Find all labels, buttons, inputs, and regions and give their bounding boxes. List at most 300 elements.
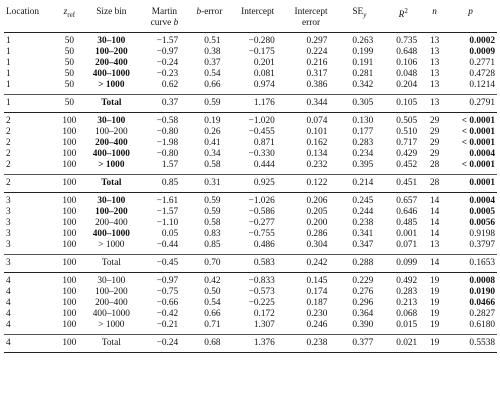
table-cell: 19: [429, 298, 440, 309]
table-cell: 0.015: [396, 320, 418, 331]
table-cell: 0.021: [381, 335, 425, 353]
table-row: [4, 273, 497, 288]
table-cell: −1.020: [231, 113, 285, 128]
table-cell: 28: [425, 175, 444, 193]
table-cell: 1.307: [253, 320, 275, 331]
table-cell: 0.283: [396, 287, 418, 298]
table-cell: 1.376: [231, 335, 285, 353]
table-cell: < 0.0001: [461, 138, 495, 149]
table-cell: Total: [82, 255, 141, 273]
table-cell: 0.58: [204, 218, 221, 229]
table-row: [4, 229, 497, 240]
table-cell: 1: [4, 95, 57, 113]
table-cell: −0.175: [248, 47, 275, 58]
col-intercept: Intercept: [231, 4, 285, 33]
table-cell: 0.6180: [469, 320, 495, 331]
table-cell: 13: [429, 36, 440, 47]
table-row: [4, 335, 497, 353]
table-cell: 0.1214: [469, 80, 495, 91]
table-cell: 0.341: [352, 229, 374, 240]
table-cell: 0.122: [285, 175, 338, 193]
table-cell: 100: [62, 287, 77, 298]
table-cell: 0.204: [396, 80, 418, 91]
table-cell: 100: [62, 229, 77, 240]
table-cell: 19: [425, 335, 444, 353]
table-cell: 0.657: [381, 193, 425, 208]
table-cell: 0.0002: [469, 36, 495, 47]
col-se-y: $SE_y$: [337, 4, 381, 33]
table-row: [4, 240, 497, 255]
table-cell: 3: [6, 218, 11, 229]
table-cell: 0.492: [381, 273, 425, 288]
table-cell: 0.134: [306, 149, 328, 160]
table-cell: 0.452: [396, 160, 418, 171]
table-cell: 100: [62, 320, 77, 331]
table-cell: 0.646: [396, 207, 418, 218]
table-cell: 0.232: [306, 160, 328, 171]
table-cell: −1.61: [141, 193, 189, 208]
table-cell: 0.234: [352, 149, 374, 160]
table-cell: 19: [429, 320, 440, 331]
table-cell: 0.451: [381, 175, 425, 193]
table-cell: 0.347: [352, 240, 374, 251]
table-cell: 4: [6, 298, 11, 309]
table-row: [4, 175, 497, 193]
table-cell: 0.288: [337, 255, 381, 273]
table-cell: 0.0466: [469, 298, 495, 309]
table-cell: −0.44: [156, 240, 179, 251]
table-cell: 0.199: [352, 47, 374, 58]
table-cell: −0.23: [156, 69, 179, 80]
table-cell: 0.191: [352, 58, 374, 69]
table-cell: 0.229: [337, 273, 381, 288]
table-cell: 0.377: [337, 335, 381, 353]
table-row: [4, 287, 497, 298]
table-row: [4, 255, 497, 273]
table-cell: 0.34: [204, 149, 221, 160]
table-cell: 1: [6, 80, 11, 91]
table-cell: 0.001: [396, 229, 418, 240]
table-cell: 13: [425, 95, 444, 113]
table-cell: 100: [57, 113, 83, 128]
table-cell: 0.59: [188, 95, 230, 113]
table-cell: 400–1000: [92, 149, 130, 160]
table-cell: 0.3797: [469, 240, 495, 251]
table-cell: 0.245: [337, 193, 381, 208]
table-cell: 0.297: [306, 36, 328, 47]
table-cell: 0.099: [381, 255, 425, 273]
table-cell: 0.66: [204, 80, 221, 91]
col-intercept-error: Intercept error: [285, 4, 338, 33]
table-cell: 3: [4, 193, 57, 208]
table-row: [4, 207, 497, 218]
table-row: [4, 138, 497, 149]
table-cell: −0.45: [141, 255, 189, 273]
table-cell: 0.59: [188, 193, 230, 208]
table-cell: 0.62: [161, 80, 179, 91]
table-cell: 0.081: [253, 69, 275, 80]
table-cell: −0.97: [156, 47, 179, 58]
table-cell: 100–200: [95, 127, 128, 138]
table-cell: 0.201: [253, 58, 275, 69]
table-cell: 2: [6, 160, 11, 171]
table-cell: 0.172: [253, 309, 275, 320]
table-cell: 0.717: [396, 138, 418, 149]
table-row: [4, 113, 497, 128]
table-cell: 0.59: [204, 207, 221, 218]
table-cell: 1: [6, 58, 11, 69]
table-row: [4, 298, 497, 309]
table-cell: 0.26: [204, 127, 221, 138]
table-cell: 0.70: [188, 255, 230, 273]
table-cell: Total: [82, 95, 141, 113]
table-cell: 0.0008: [444, 273, 497, 288]
table-cell: 0.71: [204, 320, 221, 331]
table-cell: 0.205: [306, 207, 328, 218]
table-cell: 4: [4, 335, 57, 353]
table-cell: −1.57: [156, 36, 179, 47]
table-cell: 0.0009: [469, 47, 495, 58]
table-cell: 1: [6, 36, 11, 47]
table-row: [4, 320, 497, 335]
table-cell: 14: [429, 229, 440, 240]
table-cell: 100: [62, 218, 77, 229]
table-cell: 13: [429, 69, 440, 80]
table-cell: 0.871: [253, 138, 275, 149]
table-cell: 0.583: [231, 255, 285, 273]
table-cell: 50: [64, 80, 74, 91]
table-cell: 0.244: [352, 207, 374, 218]
table-cell: 0.305: [337, 95, 381, 113]
table-cell: 0.0005: [469, 207, 495, 218]
table-cell: 0.200: [306, 218, 328, 229]
table-cell: 0.37: [141, 95, 189, 113]
table-cell: −0.75: [156, 287, 179, 298]
table-cell: −0.755: [248, 229, 275, 240]
col-size-bin: Size bin: [82, 4, 141, 33]
table-cell: 100: [57, 255, 83, 273]
table-cell: 0.648: [396, 47, 418, 58]
table-cell: < 0.0001: [461, 127, 495, 138]
table-cell: > 1000: [98, 160, 125, 171]
table-cell: 0.0004: [444, 193, 497, 208]
table-cell: 3: [6, 207, 11, 218]
table-cell: 0.281: [352, 69, 374, 80]
table-cell: 14: [425, 255, 444, 273]
table-cell: 200–400: [95, 138, 128, 149]
table-row: [4, 33, 497, 48]
table-cell: 200–400: [95, 218, 128, 229]
table-cell: 1.176: [231, 95, 285, 113]
table-cell: 0.304: [306, 240, 328, 251]
table-cell: 13: [429, 58, 440, 69]
table-cell: 0.317: [306, 69, 328, 80]
table-cell: 0.0190: [469, 287, 495, 298]
table-cell: 0.58: [204, 160, 221, 171]
table-cell: −0.586: [248, 207, 275, 218]
table-row: [4, 58, 497, 69]
table-cell: 0.224: [306, 47, 328, 58]
table-cell: 0.510: [396, 127, 418, 138]
col-location: Location: [4, 4, 57, 33]
table-cell: 0.42: [188, 273, 230, 288]
table-cell: 0.162: [306, 138, 328, 149]
table-cell: 0.4728: [469, 69, 495, 80]
table-cell: −0.330: [248, 149, 275, 160]
table-cell: 4: [4, 273, 57, 288]
table-cell: −0.97: [141, 273, 189, 288]
table-cell: 0.0001: [444, 175, 497, 193]
table-cell: 0.296: [352, 298, 374, 309]
table-cell: 50: [64, 69, 74, 80]
table-cell: 0.276: [352, 287, 374, 298]
table-cell: 0.66: [204, 309, 221, 320]
table-cell: 1: [6, 47, 11, 58]
table-cell: 0.074: [285, 113, 338, 128]
table-cell: 3: [6, 229, 11, 240]
table-cell: 0.925: [231, 175, 285, 193]
table-cell: 0.2771: [469, 58, 495, 69]
table-cell: 100: [62, 298, 77, 309]
table-row: [4, 193, 497, 208]
table-cell: 28: [429, 160, 440, 171]
table-cell: 200–400: [95, 58, 128, 69]
table-cell: 19: [429, 309, 440, 320]
table-cell: 400–1000: [92, 309, 130, 320]
table-cell: < 0.0001: [444, 113, 497, 128]
table-cell: 0.50: [204, 287, 221, 298]
table-row: [4, 69, 497, 80]
table-cell: 0.429: [396, 149, 418, 160]
table-body: [4, 33, 497, 353]
table-cell: 4: [6, 287, 11, 298]
table-cell: 0.51: [204, 36, 221, 47]
table-cell: 29: [425, 113, 444, 128]
table-cell: 0.505: [381, 113, 425, 128]
table-cell: −0.24: [156, 58, 179, 69]
table-cell: 0.101: [306, 127, 328, 138]
table-cell: 0.213: [396, 298, 418, 309]
table-cell: 0.364: [352, 309, 374, 320]
table-cell: 0.342: [352, 80, 374, 91]
table-cell: −0.573: [248, 287, 275, 298]
table-cell: 0.0004: [469, 149, 495, 160]
table-cell: 0.486: [253, 240, 275, 251]
table-cell: 0.283: [352, 138, 374, 149]
table-cell: 0.85: [204, 240, 221, 251]
table-cell: 100: [57, 273, 83, 288]
table-cell: 0.31: [188, 175, 230, 193]
table-cell: 100: [62, 309, 77, 320]
table-cell: 30–100: [97, 36, 126, 47]
table-cell: 400–1000: [92, 229, 130, 240]
table-cell: 0.206: [285, 193, 338, 208]
table-cell: 0.444: [253, 160, 275, 171]
table-cell: 0.0056: [469, 218, 495, 229]
table-cell: 50: [64, 36, 74, 47]
table-cell: 13: [429, 47, 440, 58]
table-cell: 0.85: [141, 175, 189, 193]
table-cell: 0.395: [352, 160, 374, 171]
table-cell: 29: [429, 138, 440, 149]
table-cell: 0.187: [306, 298, 328, 309]
table-cell: 30–100: [82, 113, 141, 128]
table-cell: −1.026: [231, 193, 285, 208]
table-cell: −0.280: [248, 36, 275, 47]
table-cell: 30–100: [82, 193, 141, 208]
table-cell: 100–200: [95, 207, 128, 218]
table-cell: 4: [6, 320, 11, 331]
table-cell: 0.263: [352, 36, 374, 47]
table-cell: 1: [6, 69, 11, 80]
table-row: [4, 127, 497, 138]
table-cell: 0.216: [306, 58, 328, 69]
table-cell: −0.21: [156, 320, 179, 331]
table-cell: < 0.0001: [461, 160, 495, 171]
table-cell: 0.5538: [444, 335, 497, 353]
table-cell: 4: [6, 309, 11, 320]
table-cell: 400–1000: [92, 69, 130, 80]
table-cell: 0.238: [352, 218, 374, 229]
table-cell: 3: [6, 240, 11, 251]
table-cell: 0.19: [188, 113, 230, 128]
table-row: [4, 309, 497, 320]
table-cell: 2: [6, 127, 11, 138]
table-cell: 0.68: [188, 335, 230, 353]
table-cell: 0.106: [396, 58, 418, 69]
table-cell: 29: [429, 149, 440, 160]
table-cell: 0.130: [337, 113, 381, 128]
table-cell: −0.42: [156, 309, 179, 320]
table-cell: 2: [6, 138, 11, 149]
table-cell: 29: [429, 127, 440, 138]
table-cell: 0.2791: [444, 95, 497, 113]
table-cell: 0.390: [352, 320, 374, 331]
table-cell: 0.735: [396, 36, 418, 47]
table-cell: 100: [62, 138, 77, 149]
table-cell: −0.455: [248, 127, 275, 138]
table-cell: 100: [62, 160, 77, 171]
col-p: p: [444, 4, 497, 33]
table-cell: 19: [429, 287, 440, 298]
table-cell: 2: [4, 175, 57, 193]
table-cell: 100: [57, 335, 83, 353]
table-cell: −0.80: [156, 149, 179, 160]
table-cell: 0.214: [337, 175, 381, 193]
table-cell: 14: [429, 207, 440, 218]
table-cell: −1.98: [156, 138, 179, 149]
table-row: [4, 160, 497, 175]
table-cell: 14: [425, 193, 444, 208]
table-cell: 3: [4, 255, 57, 273]
table-cell: −0.24: [141, 335, 189, 353]
table-cell: 0.286: [306, 229, 328, 240]
table-cell: 0.068: [396, 309, 418, 320]
table-cell: 100–200: [95, 47, 128, 58]
table-row: [4, 149, 497, 160]
table-cell: 100: [57, 175, 83, 193]
table-row: [4, 80, 497, 95]
table-cell: −1.57: [156, 207, 179, 218]
table-cell: 0.174: [306, 287, 328, 298]
table-cell: −0.225: [248, 298, 275, 309]
table-cell: 0.145: [285, 273, 338, 288]
table-cell: 100: [62, 240, 77, 251]
table-cell: 30–100: [82, 273, 141, 288]
table-cell: 0.974: [253, 80, 275, 91]
table-cell: > 1000: [98, 320, 125, 331]
col-b-error: b-error: [188, 4, 230, 33]
table-cell: 0.048: [396, 69, 418, 80]
table-cell: 0.05: [161, 229, 179, 240]
table-cell: 100: [57, 193, 83, 208]
table-cell: 100: [62, 207, 77, 218]
table-cell: 19: [425, 273, 444, 288]
table-cell: 13: [429, 240, 440, 251]
table-cell: 0.54: [204, 298, 221, 309]
table-cell: 0.386: [306, 80, 328, 91]
table-cell: 200–400: [95, 298, 128, 309]
table-cell: 0.2827: [469, 309, 495, 320]
table-cell: −0.80: [156, 127, 179, 138]
table-cell: 0.83: [204, 229, 221, 240]
table-cell: Total: [82, 175, 141, 193]
table-cell: 50: [64, 58, 74, 69]
table-cell: −0.277: [248, 218, 275, 229]
table-cell: 0.54: [204, 69, 221, 80]
table-cell: −0.66: [156, 298, 179, 309]
table-cell: 0.485: [396, 218, 418, 229]
col-r2: $R^2$: [381, 4, 425, 33]
table-cell: 0.105: [381, 95, 425, 113]
table-cell: 14: [429, 218, 440, 229]
table-cell: 2: [6, 149, 11, 160]
table-header-row: [4, 4, 497, 33]
table-cell: −0.58: [141, 113, 189, 128]
table-row: [4, 218, 497, 229]
table-cell: 13: [429, 80, 440, 91]
col-n: n: [425, 4, 444, 33]
table-cell: 0.071: [396, 240, 418, 251]
table-cell: > 1000: [98, 240, 125, 251]
table-cell: 50: [64, 47, 74, 58]
table-row: [4, 95, 497, 113]
col-zref: $z_{ref}$: [57, 4, 83, 33]
table-cell: 0.41: [204, 138, 221, 149]
table-cell: 100: [62, 127, 77, 138]
table-cell: 100: [62, 149, 77, 160]
table-cell: −1.10: [156, 218, 179, 229]
table-cell: 2: [4, 113, 57, 128]
table-cell: 0.37: [204, 58, 221, 69]
table-cell: > 1000: [98, 80, 125, 91]
table-cell: 0.246: [306, 320, 328, 331]
table-cell: 50: [57, 95, 83, 113]
table-row: [4, 47, 497, 58]
table-cell: 0.238: [285, 335, 338, 353]
table-cell: 0.177: [352, 127, 374, 138]
table-cell: −0.833: [231, 273, 285, 288]
table-cell: 0.230: [306, 309, 328, 320]
regression-table: [4, 4, 497, 353]
table-cell: 0.344: [285, 95, 338, 113]
table-cell: 0.1653: [444, 255, 497, 273]
table-cell: 100–200: [95, 287, 128, 298]
table-cell: 0.38: [204, 47, 221, 58]
table-cell: 1.57: [161, 160, 179, 171]
col-martin-b: Martin curve b: [141, 4, 189, 33]
table-cell: 0.9198: [469, 229, 495, 240]
